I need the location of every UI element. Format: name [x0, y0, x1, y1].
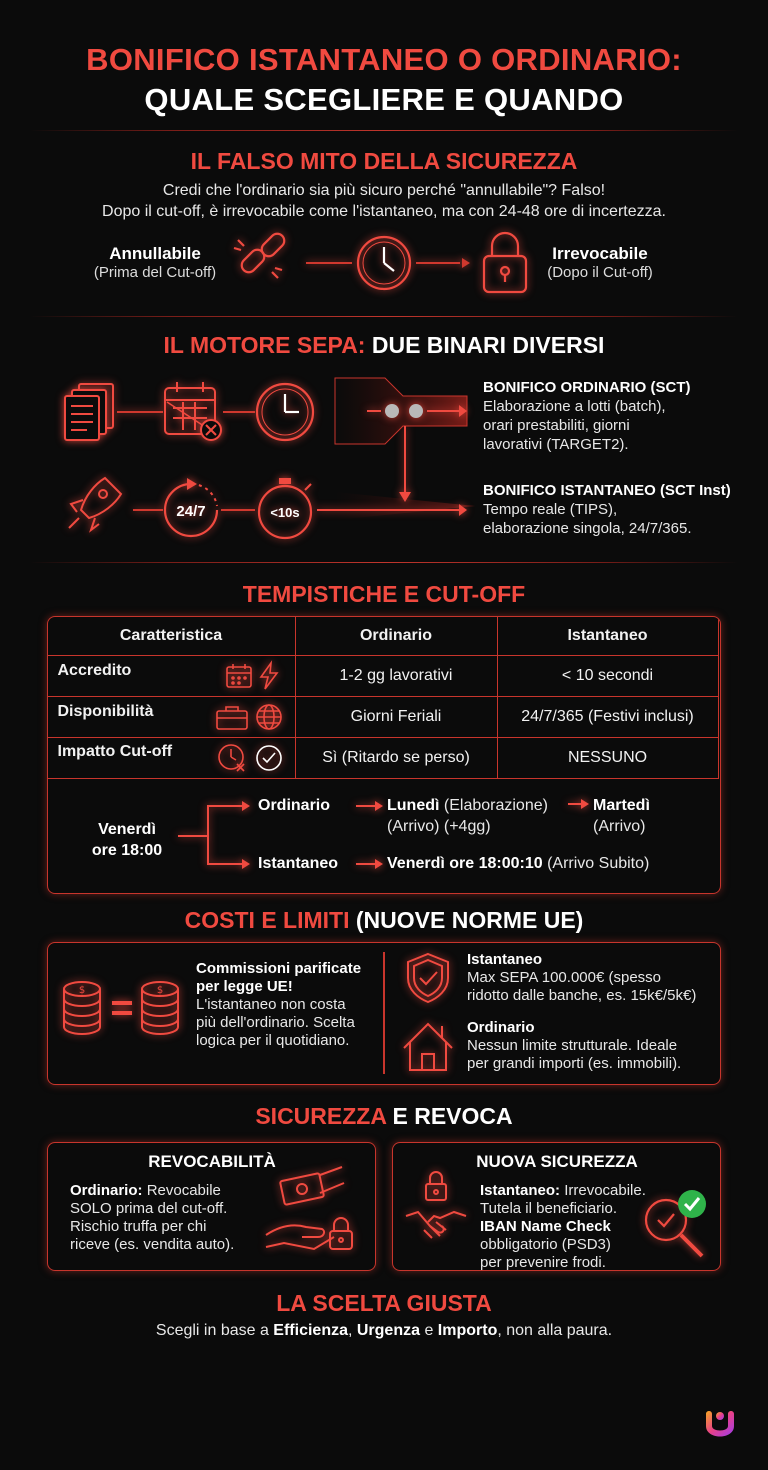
revoca-line-4: riceve (es. vendita auto). — [70, 1236, 235, 1253]
sct-line-3: lavorativi (TARGET2). — [483, 436, 629, 453]
costs-inst-title: Istantaneo — [467, 951, 543, 968]
clock-icon — [358, 237, 410, 289]
badge-24-7: 24/7 — [176, 503, 206, 520]
myth-flow — [230, 230, 540, 300]
briefcase-icon — [217, 707, 247, 729]
broken-chain-icon — [234, 231, 287, 278]
choice-heading: LA SCELTA GIUSTA — [276, 1290, 492, 1316]
coins-icon — [64, 982, 100, 1034]
sct-line-1: Elaborazione a lotti (batch), — [483, 398, 666, 415]
table-row — [47, 737, 718, 778]
row-ordinario: Giorni Feriali — [295, 696, 497, 737]
header-caratteristica: Caratteristica — [47, 616, 295, 655]
revoca-ord-bold: Ordinario: — [70, 1182, 143, 1199]
title-line-2: QUALE SCEGLIERE E QUANDO — [144, 82, 624, 117]
flow-elaborazione: (Elaborazione) — [443, 797, 548, 814]
flow-martedi: Martedì — [593, 797, 650, 814]
security-heading-red: SICUREZZA — [255, 1103, 387, 1129]
magnifier-check-icon — [640, 1186, 710, 1266]
security-heading — [0, 1102, 768, 1130]
costs-ordinario — [467, 1019, 717, 1073]
row-label-cell — [47, 696, 295, 737]
divider — [30, 316, 738, 317]
row-label: Impatto Cut-off — [57, 742, 173, 760]
row-label-cell — [47, 737, 295, 778]
flow-start-time: ore 18:00 — [91, 842, 163, 859]
flow-arrivo-4gg: (Arrivo) (+4gg) — [387, 818, 491, 835]
costs-inst-line-2: ridotto dalle banche, es. 15k€/5k€) — [467, 987, 697, 1004]
money-hand-lock-icon — [262, 1165, 362, 1260]
sepa-heading — [0, 331, 768, 359]
revoca-line-3: Rischio truffa per chi — [70, 1218, 207, 1235]
flow-ord-step1 — [387, 795, 548, 837]
inst-line-2: elaborazione singola, 24/7/365. — [483, 520, 692, 537]
shield-check-icon — [408, 954, 448, 1002]
choice-text — [0, 1322, 768, 1340]
sct-line-2: orari prestabiliti, giorni — [483, 417, 630, 434]
timing-table — [47, 616, 719, 779]
header-ordinario: Ordinario — [295, 616, 497, 655]
calendar-cross-icon — [165, 382, 221, 440]
calendar-icon — [227, 664, 251, 687]
row-label: Accredito — [57, 661, 132, 679]
coins-icon — [142, 982, 178, 1034]
irrevocabile-label: Irrevocabile — [552, 244, 648, 263]
row-ordinario: Sì (Ritardo se perso) — [295, 737, 497, 778]
batch-dot — [385, 404, 399, 418]
costs-heading-red: COSTI E LIMITI — [184, 907, 350, 933]
revocabilita-text — [70, 1182, 280, 1254]
flow-lunedi: Lunedì — [387, 797, 440, 814]
row-icons — [215, 703, 285, 731]
security-heading-white: E REVOCA — [392, 1103, 513, 1129]
flow-arrivo-subito: (Arrivo Subito) — [547, 855, 650, 872]
row-label-cell — [47, 655, 295, 696]
costs-left-title-1: Commissioni parificate — [196, 960, 362, 977]
nuova-sicurezza-title: NUOVA SICUREZZA — [476, 1152, 638, 1171]
costs-heading-white: (NUOVE NORME UE) — [355, 907, 584, 933]
header-istantaneo: Istantaneo — [497, 616, 718, 655]
divider — [30, 562, 738, 563]
lightning-icon — [261, 663, 277, 689]
revoca-line-2: SOLO prima del cut-off. — [70, 1200, 228, 1217]
choice-sep-2: e — [420, 1322, 438, 1339]
flow-ordinario-label: Ordinario — [258, 797, 331, 814]
costs-ord-line-1: Nessun limite strutturale. Ideale — [467, 1037, 678, 1054]
myth-description — [0, 180, 768, 222]
table-row — [47, 696, 718, 737]
sicurezza-line-4: obbligatorio (PSD3) — [480, 1236, 611, 1253]
sct-title: BONIFICO ORDINARIO (SCT) — [483, 379, 691, 396]
iban-name-check: IBAN Name Check — [480, 1218, 611, 1235]
costs-icons — [60, 975, 190, 1045]
flow-start-day: Venerdì — [98, 821, 156, 838]
row-label: Disponibilità — [57, 702, 154, 720]
flow-venerdi-arrivo: Venerdì ore 18:00:10 — [387, 855, 543, 872]
documents-icon — [65, 384, 113, 440]
choice-pre: Scegli in base a — [155, 1322, 274, 1339]
house-icon — [404, 1024, 452, 1070]
row-istantaneo: 24/7/365 (Festivi inclusi) — [497, 696, 718, 737]
brand-logo — [702, 1406, 742, 1442]
check-circle-icon — [257, 746, 281, 770]
nuova-sicurezza-text — [480, 1182, 660, 1272]
divider — [30, 130, 738, 131]
sepa-heading-red: IL MOTORE SEPA: — [163, 332, 366, 358]
costs-left-line-3: logica per il quotidiano. — [196, 1032, 350, 1049]
row-icons — [225, 662, 285, 690]
annullabile-label: Annullabile — [109, 244, 201, 263]
sct-description — [483, 378, 763, 454]
inst-title: BONIFICO ISTANTANEO (SCT Inst) — [483, 482, 731, 499]
padlock-icon — [484, 233, 526, 292]
inst-line-1: Tempo reale (TIPS), — [483, 501, 618, 518]
choice-importo: Importo — [437, 1322, 498, 1339]
choice-sep-1: , — [347, 1322, 357, 1339]
batch-dot — [409, 404, 423, 418]
sicurezza-line-2: Tutela il beneficiario. — [480, 1200, 618, 1217]
sicurezza-inst-bold: Istantaneo: — [480, 1182, 561, 1199]
costs-istantaneo — [467, 951, 717, 1005]
choice-efficienza: Efficienza — [273, 1322, 348, 1339]
inst-description — [483, 481, 763, 538]
myth-heading: IL FALSO MITO DELLA SICUREZZA — [190, 148, 578, 174]
myth-line-2: Dopo il cut-off, è irrevocabile come l'istantaneo, ma con 24-48 ore di incertezza. — [102, 203, 666, 220]
sepa-diagram — [55, 372, 475, 552]
title-line-1: BONIFICO ISTANTANEO O ORDINARIO: — [86, 42, 682, 77]
costs-left-title-2: per legge UE! — [196, 978, 293, 995]
choice-post: , non alla paura. — [497, 1322, 613, 1339]
irrevocabile-sub: (Dopo il Cut-off) — [547, 264, 653, 281]
costs-divider — [383, 952, 385, 1074]
costs-ord-title: Ordinario — [467, 1019, 535, 1036]
rocket-icon — [69, 478, 121, 530]
choice-urgenza: Urgenza — [356, 1322, 420, 1339]
stopwatch-icon — [259, 478, 311, 538]
costs-heading — [0, 906, 768, 934]
costs-ord-line-2: per grandi importi (es. immobili). — [467, 1055, 682, 1072]
cycle-icon — [165, 478, 217, 536]
myth-line-1: Credi che l'ordinario sia più sicuro perché "annullabile"? Falso! — [162, 182, 606, 199]
costs-left-line-2: più dell'ordinario. Scelta — [196, 1014, 355, 1031]
badge-10s: <10s — [270, 505, 300, 520]
annullabile-sub: (Prima del Cut-off) — [93, 264, 217, 281]
svg-text:$: $ — [156, 985, 164, 996]
revocabilita-title: REVOCABILITÀ — [148, 1152, 276, 1171]
sicurezza-line-1: Irrevocabile. — [564, 1182, 646, 1199]
row-icons — [217, 743, 285, 773]
flow-arrivo: (Arrivo) — [593, 818, 646, 835]
globe-icon — [257, 705, 281, 729]
table-row — [47, 655, 718, 696]
costs-right-icons — [402, 950, 458, 1076]
timing-heading: TEMPISTICHE E CUT-OFF — [242, 581, 526, 607]
flow-istantaneo-label: Istantaneo — [258, 855, 339, 872]
row-ordinario: 1-2 gg lavorativi — [295, 655, 497, 696]
svg-text:$: $ — [78, 985, 86, 996]
flow-ord-step2 — [593, 795, 650, 837]
clock-icon — [257, 384, 313, 440]
sicurezza-line-5: per prevenire frodi. — [480, 1254, 606, 1271]
equals-icon — [112, 1001, 132, 1015]
handshake-lock-icon — [404, 1172, 474, 1262]
clock-cross-icon — [219, 745, 244, 771]
row-istantaneo: < 10 secondi — [497, 655, 718, 696]
costs-left-line-1: L'istantaneo non costa — [196, 996, 346, 1013]
sepa-heading-white: DUE BINARI DIVERSI — [371, 332, 605, 358]
row-istantaneo: NESSUNO — [497, 737, 718, 778]
costs-left-text — [196, 960, 376, 1050]
myth-left-label — [70, 244, 240, 281]
myth-right-label — [525, 244, 675, 281]
costs-inst-line-1: Max SEPA 100.000€ (spesso — [467, 969, 662, 986]
revoca-line-1: Revocabile — [146, 1182, 221, 1199]
flow-inst-step — [387, 855, 649, 873]
flow-start — [72, 819, 182, 861]
